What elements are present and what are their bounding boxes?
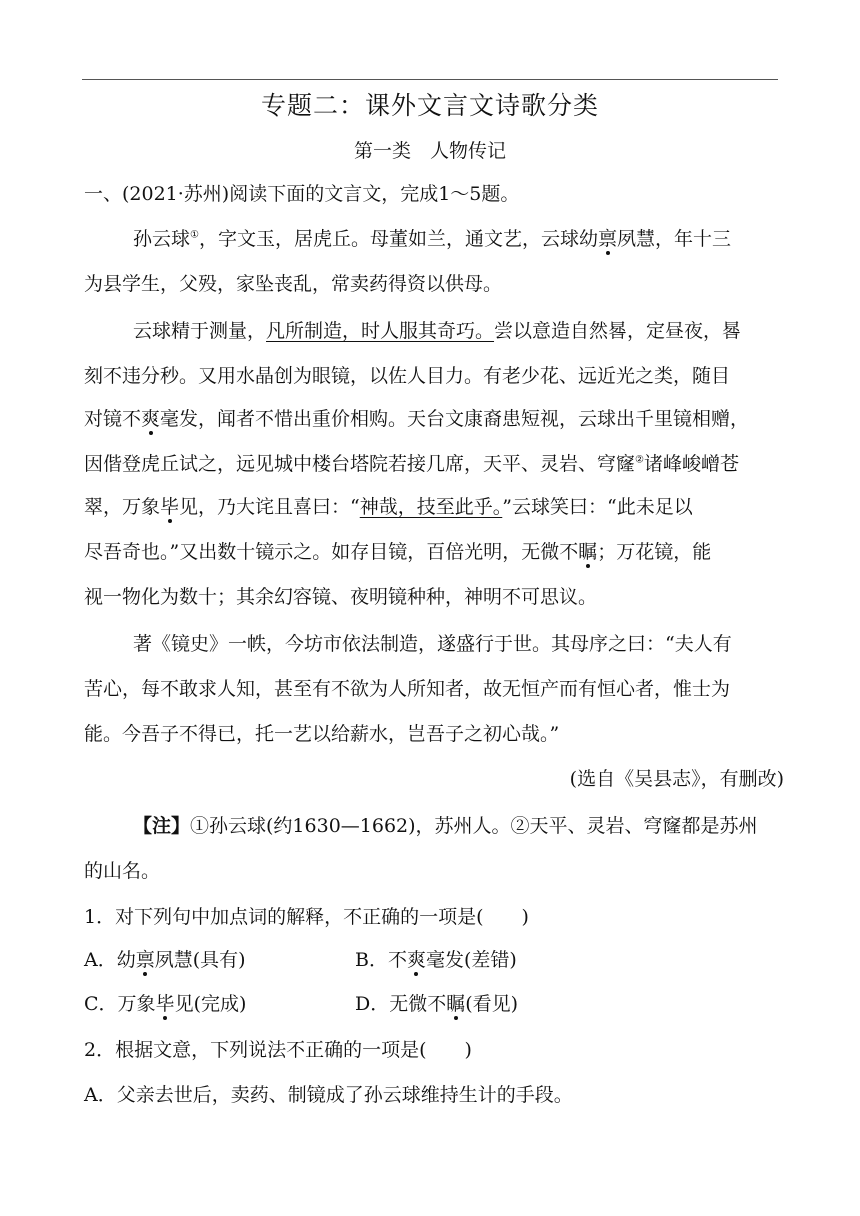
passage-p3-line3: 能。今吾子不得已，托一艺以给薪水，岂吾子之初心哉。”: [84, 723, 560, 745]
passage-p3-line2: 苦心，每不敢求人知，甚至有不欲为人所知者，故无恒产而有恒心者，惟士为: [84, 678, 731, 700]
footnote-marker-2: ②: [635, 454, 644, 466]
footnote-marker-1: ①: [190, 229, 199, 241]
passage-p2-line6: 尽吾奇也。”又出数十镜示之。如存目镜，百倍光明，无微不瞩；万花镜，能: [84, 541, 712, 563]
dotted-word: 禀: [135, 949, 155, 971]
q1-option-a: A．幼禀夙慧(具有): [84, 949, 246, 971]
passage-p1-line2: 为县学生，父殁，家坠丧乱，常卖药得资以供母。: [84, 273, 503, 295]
passage-source: (选自《吴县志》，有删改): [569, 768, 784, 790]
dotted-word: 禀: [598, 228, 618, 250]
q1-option-b: B．不爽毫发(差错): [355, 949, 517, 971]
dotted-word: 瞩: [446, 993, 466, 1015]
dotted-word: 爽: [141, 408, 161, 430]
question-1-stem: 1．对下列句中加点词的解释，不正确的一项是( ): [84, 906, 529, 928]
passage-p1-line1: 孙云球①，字文玉，居虎丘。母董如兰，通文艺，云球幼禀夙慧，年十三: [133, 228, 732, 250]
header-rule: [82, 79, 778, 80]
dotted-word: 爽: [406, 949, 426, 971]
notes-label: 【注】: [133, 815, 191, 837]
q1-option-c: C．万象毕见(完成): [84, 993, 247, 1015]
question-2-stem: 2．根据文意，下列说法不正确的一项是( ): [84, 1039, 472, 1061]
q1-option-d: D．无微不瞩(看见): [355, 993, 519, 1015]
notes-line1: 【注】①孙云球(约1630—1662)，苏州人。②天平、灵岩、穹窿都是苏州: [133, 815, 758, 837]
notes-line2: 的山名。: [84, 860, 161, 882]
passage-p3-line1: 著《镜史》一帙，今坊市依法制造，遂盛行于世。其母序之曰：“夫人有: [133, 633, 732, 655]
dotted-word: 毕: [160, 496, 180, 518]
underlined-sentence: 神哉，技至此乎。: [359, 496, 503, 518]
question-intro: 一、(2021·苏州)阅读下面的文言文，完成1～5题。: [84, 183, 520, 205]
dotted-word: 瞩: [578, 541, 598, 563]
underlined-sentence: 凡所制造，时人服其奇巧。: [266, 320, 495, 342]
section-subtitle: 第一类 人物传记: [353, 140, 506, 162]
passage-p2-line1: 云球精于测量，凡所制造，时人服其奇巧。尝以意造自然晷，定昼夜，晷: [133, 320, 742, 342]
q2-option-a: A．父亲去世后，卖药、制镜成了孙云球维持生计的手段。: [84, 1084, 573, 1106]
page-title: 专题二：课外文言文诗歌分类: [260, 91, 599, 120]
passage-p2-line4: 因偕登虎丘试之，远见城中楼台塔院若接几席，天平、灵岩、穹窿②诸峰峻嶒苍: [84, 453, 739, 475]
passage-p2-line2: 刻不违分秒。又用水晶创为眼镜，以佐人目力。有老少花、远近光之类，随目: [84, 365, 731, 387]
dotted-word: 毕: [155, 993, 175, 1015]
passage-p2-line3: 对镜不爽毫发，闻者不惜出重价相购。天台文康裔患短视，云球出千里镜相赠，: [84, 408, 750, 430]
passage-p2-line7: 视一物化为数十；其余幻容镜、夜明镜种种，神明不可思议。: [84, 586, 598, 608]
passage-p2-line5: 翠，万象毕见，乃大诧且喜曰：“神哉，技至此乎。”云球笑曰：“此未足以: [84, 496, 693, 518]
